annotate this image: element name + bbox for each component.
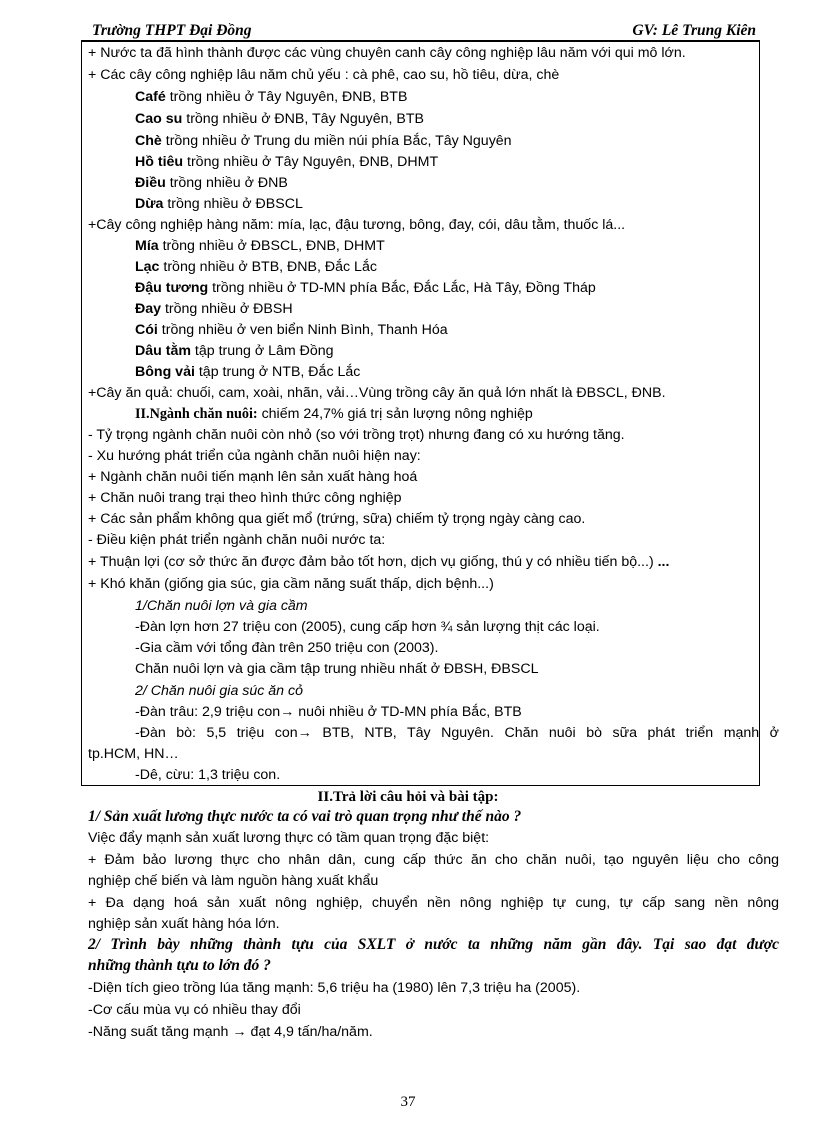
text-line: + Nước ta đã hình thành được các vùng chuyên canh cây công nghiệp lâu năm với qui mô lớn. xyxy=(88,45,686,61)
crop-desc: tập trung ở Lâm Đồng xyxy=(190,343,334,359)
section-desc: chiếm 24,7% giá trị sản lượng nông nghiệp xyxy=(257,406,533,422)
header-rule xyxy=(81,40,760,42)
answer-line: + Đảm bảo lương thực cho nhân dân, cung cấp thức ăn cho chăn nuôi, tạo nguyên liệu cho công xyxy=(88,852,779,868)
crop-name: Đay xyxy=(135,301,162,317)
page-number: 37 xyxy=(400,1094,416,1110)
crop-name: Đậu tương xyxy=(135,280,209,296)
teacher-name: GV: Lê Trung Kiên xyxy=(632,22,756,39)
text-line: + Ngành chăn nuôi tiến mạnh lên sản xuất hàng hoá xyxy=(88,469,418,485)
text-line: +Cây công nghiệp hàng năm: mía, lạc, đậu tương, bông, đay, cói, dâu tằm, thuốc lá... xyxy=(88,217,626,233)
question-1: 1/ Sản xuất lương thực nước ta có vai trò quan trọng như thế nào ? xyxy=(88,808,522,825)
crop-item xyxy=(135,174,288,192)
crop-item xyxy=(135,195,303,213)
crop-name: Cói xyxy=(135,322,158,338)
ellipsis: ... xyxy=(653,554,670,570)
answer-line: + Đa dạng hoá sản xuất nông nghiệp, chuyển nền nông nghiệp tự cung, tự cấp sang nền nông xyxy=(88,895,779,911)
crop-desc: trồng nhiều ở Trung du miền núi phía Bắc, Tây Nguyên xyxy=(161,133,512,149)
question-2: 2/ Trình bày những thành tựu của SXLT ở nước ta những năm gần đây. Tại sao đạt được xyxy=(88,936,779,953)
crop-name: Mía xyxy=(135,238,159,254)
crop-item xyxy=(135,279,596,297)
text-line: + Các cây công nghiệp lâu năm chủ yếu : cà phê, cao su, hồ tiêu, dừa, chè xyxy=(88,67,560,83)
text-line: -Gia cầm với tổng đàn trên 250 triệu con (2003). xyxy=(135,640,439,656)
crop-desc: tập trung ở NTB, Đắc Lắc xyxy=(194,364,361,380)
crop-item xyxy=(135,110,424,128)
crop-desc: trồng nhiều ở BTB, ĐNB, Đắc Lắc xyxy=(159,259,377,275)
school-name: Trường THPT Đại Đồng xyxy=(92,22,252,39)
crop-name: Bông vải xyxy=(135,364,195,380)
text-line: +Cây ăn quả: chuối, cam, xoài, nhãn, vải…Vùng trồng cây ăn quả lớn nhất là ĐBSCL, ĐNB. xyxy=(88,385,666,401)
text-line: + Chăn nuôi trang trại theo hình thức công nghiệp xyxy=(88,490,402,506)
text-line: - Tỷ trọng ngành chăn nuôi còn nhỏ (so với trồng trọt) nhưng đang có xu hướng tăng. xyxy=(88,427,625,443)
crop-desc: trồng nhiều ở Tây Nguyên, ĐNB, DHMT xyxy=(183,154,439,170)
text-line: -Đàn lợn hơn 27 triệu con (2005), cung cấp hơn ¾ sản lượng thịt các loại. xyxy=(135,619,600,635)
crop-item xyxy=(135,300,293,318)
text-line: Chăn nuôi lợn và gia cầm tập trung nhiều nhất ở ĐBSH, ĐBSCL xyxy=(135,661,539,677)
text-line: + Các sản phẩm không qua giết mổ (trứng, sữa) chiếm tỷ trọng ngày càng cao. xyxy=(88,511,586,527)
section-heading xyxy=(135,405,533,423)
text-line: - Điều kiện phát triển ngành chăn nuôi nước ta: xyxy=(88,532,386,548)
text-line: -Đàn trâu: 2,9 triệu con→ nuôi nhiều ở TD-MN phía Bắc, BTB xyxy=(135,704,522,720)
crop-name: Café xyxy=(135,89,166,105)
crop-desc: trồng nhiều ở ĐBSH xyxy=(161,301,293,317)
crop-item xyxy=(135,363,360,381)
crop-desc: trồng nhiều ở Tây Nguyên, ĐNB, BTB xyxy=(165,89,408,105)
answer-line: -Năng suất tăng mạnh → đạt 4,9 tấn/ha/năm. xyxy=(88,1024,373,1040)
crop-name: Dừa xyxy=(135,196,164,212)
answer-line: -Diện tích gieo trồng lúa tăng mạnh: 5,6 triệu ha (1980) lên 7,3 triệu ha (2005). xyxy=(88,980,581,996)
question-2-cont: những thành tựu to lớn đó ? xyxy=(88,957,271,974)
answer-line: nghiệp sản xuất hàng hóa lớn. xyxy=(88,916,280,932)
text-line: -Dê, cừu: 1,3 triệu con. xyxy=(135,767,281,783)
section-title: II.Ngành chăn nuôi: xyxy=(135,406,258,422)
crop-name: Điều xyxy=(135,175,166,191)
subsection-heading: 1/Chăn nuôi lợn và gia cầm xyxy=(135,598,308,614)
crop-item xyxy=(135,321,448,339)
text-line: tp.HCM, HN… xyxy=(88,746,179,762)
answer-line: nghiệp chế biến và làm nguồn hàng xuất khẩu xyxy=(88,873,379,889)
answer-line: Việc đẩy mạnh sản xuất lương thực có tầm quan trọng đặc biệt: xyxy=(88,830,490,846)
text-line: -Đàn bò: 5,5 triệu con→ BTB, NTB, Tây Nguyên. Chăn nuôi bò sữa phát triển mạnh ở xyxy=(135,725,779,741)
crop-name: Lạc xyxy=(135,259,160,275)
qa-section-title: II.Trả lời câu hỏi và bài tập: xyxy=(317,789,499,805)
text-line: - Xu hướng phát triển của ngành chăn nuôi hiện nay: xyxy=(88,448,421,464)
text-line: + Khó khăn (giống gia súc, gia cầm năng suất thấp, dịch bệnh...) xyxy=(88,576,494,592)
subsection-heading: 2/ Chăn nuôi gia súc ăn cỏ xyxy=(135,683,303,699)
crop-name: Chè xyxy=(135,133,162,149)
crop-desc: trồng nhiều ở ven biển Ninh Bình, Thanh Hóa xyxy=(157,322,448,338)
text-span: + Thuận lợi (cơ sở thức ăn được đảm bảo tốt hơn, dịch vụ giống, thú y có nhiều tiến bộ...) xyxy=(88,554,654,570)
crop-desc: trồng nhiều ở ĐNB xyxy=(165,175,288,191)
crop-name: Dâu tằm xyxy=(135,343,191,359)
crop-item xyxy=(135,153,438,171)
crop-name: Hồ tiêu xyxy=(135,154,184,170)
crop-desc: trồng nhiều ở ĐBSCL xyxy=(163,196,303,212)
crop-desc: trồng nhiều ở ĐNB, Tây Nguyên, BTB xyxy=(182,111,424,127)
crop-name: Cao su xyxy=(135,111,183,127)
crop-item xyxy=(135,132,512,150)
crop-item xyxy=(135,258,377,276)
crop-item xyxy=(135,88,407,106)
text-line xyxy=(88,553,669,571)
crop-desc: trồng nhiều ở ĐBSCL, ĐNB, DHMT xyxy=(158,238,385,254)
crop-desc: trồng nhiều ở TD-MN phía Bắc, Đắc Lắc, Hà Tây, Đồng Tháp xyxy=(208,280,596,296)
answer-line: -Cơ cấu mùa vụ có nhiều thay đổi xyxy=(88,1002,301,1018)
crop-item xyxy=(135,237,385,255)
crop-item xyxy=(135,342,334,360)
page-header xyxy=(86,20,760,42)
